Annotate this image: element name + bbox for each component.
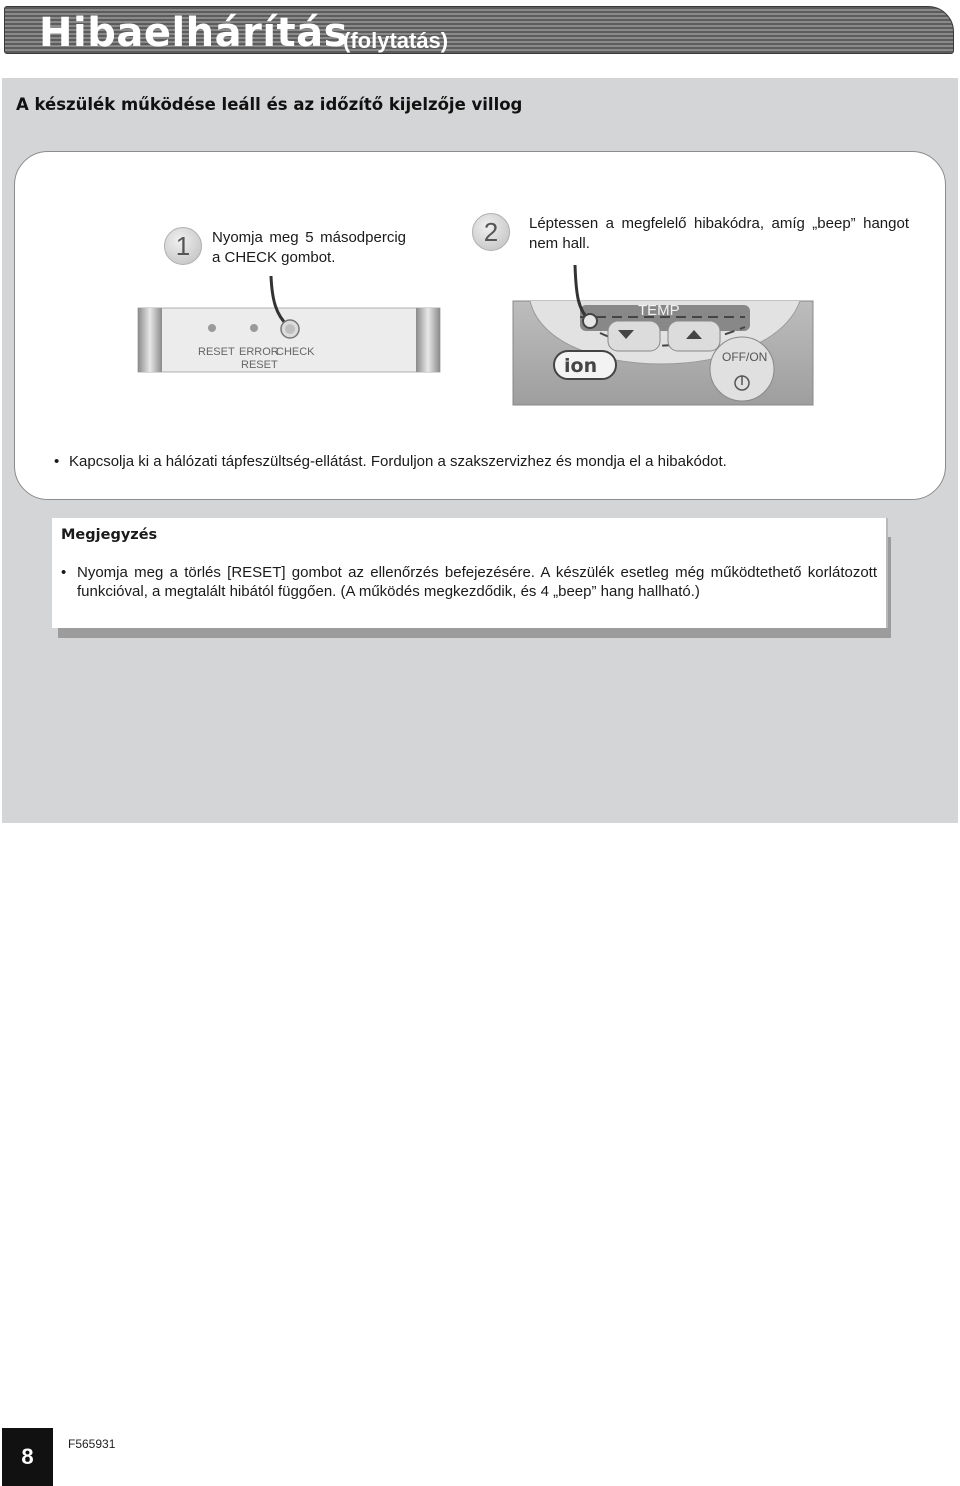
- page-header-banner: [4, 6, 954, 54]
- step-2-text: Léptessen a megfelelő hibakódra, amíg „beep” hangot nem hall.: [529, 215, 909, 252]
- note-bullet-icon: •: [61, 564, 67, 581]
- step-1-text: Nyomja meg 5 másodpercig a CHECK gombot.: [212, 229, 406, 266]
- page-subtitle: (folytatás): [343, 28, 449, 53]
- note-text: Nyomja meg a törlés [RESET] gombot az ellenőrzés befejezésére. A készülék esetleg még működtethető korlátozott funkcióval, a megtalált hibától függően. (A működés megkezdődik, és 4 „beep” hang hallható.): [77, 564, 877, 600]
- reset-label: RESET: [198, 346, 235, 358]
- off-on-label: OFF/ON: [722, 350, 768, 364]
- ion-button-label: ion: [564, 355, 598, 377]
- page-title: Hibaelhárítás: [39, 10, 348, 56]
- page-number: 8: [2, 1428, 53, 1486]
- document-code: F565931: [68, 1437, 116, 1451]
- temp-down-button-icon: [583, 314, 597, 328]
- error-label: ERROR: [239, 346, 279, 358]
- remote-control-illustration: [510, 265, 816, 407]
- check-label: CHECK: [276, 346, 315, 358]
- indicator-panel-illustration: [136, 270, 442, 374]
- temp-label: TEMP: [638, 302, 680, 319]
- instruction-bullet: • Kapcsolja ki a hálózati tápfeszültség-ellátást. Forduljon a szakszervizhez és mondja el a hibakódot.: [69, 452, 727, 472]
- reset-led-icon: [208, 324, 216, 332]
- error-reset-label: RESET: [241, 359, 278, 371]
- step-2-number-icon: 2: [472, 213, 510, 251]
- section-title: A készülék működése leáll és az időzítő kijelzője villog: [16, 95, 523, 114]
- note-title: Megjegyzés: [61, 527, 158, 543]
- step-1-number-icon: 1: [164, 227, 202, 265]
- error-led-icon: [250, 324, 258, 332]
